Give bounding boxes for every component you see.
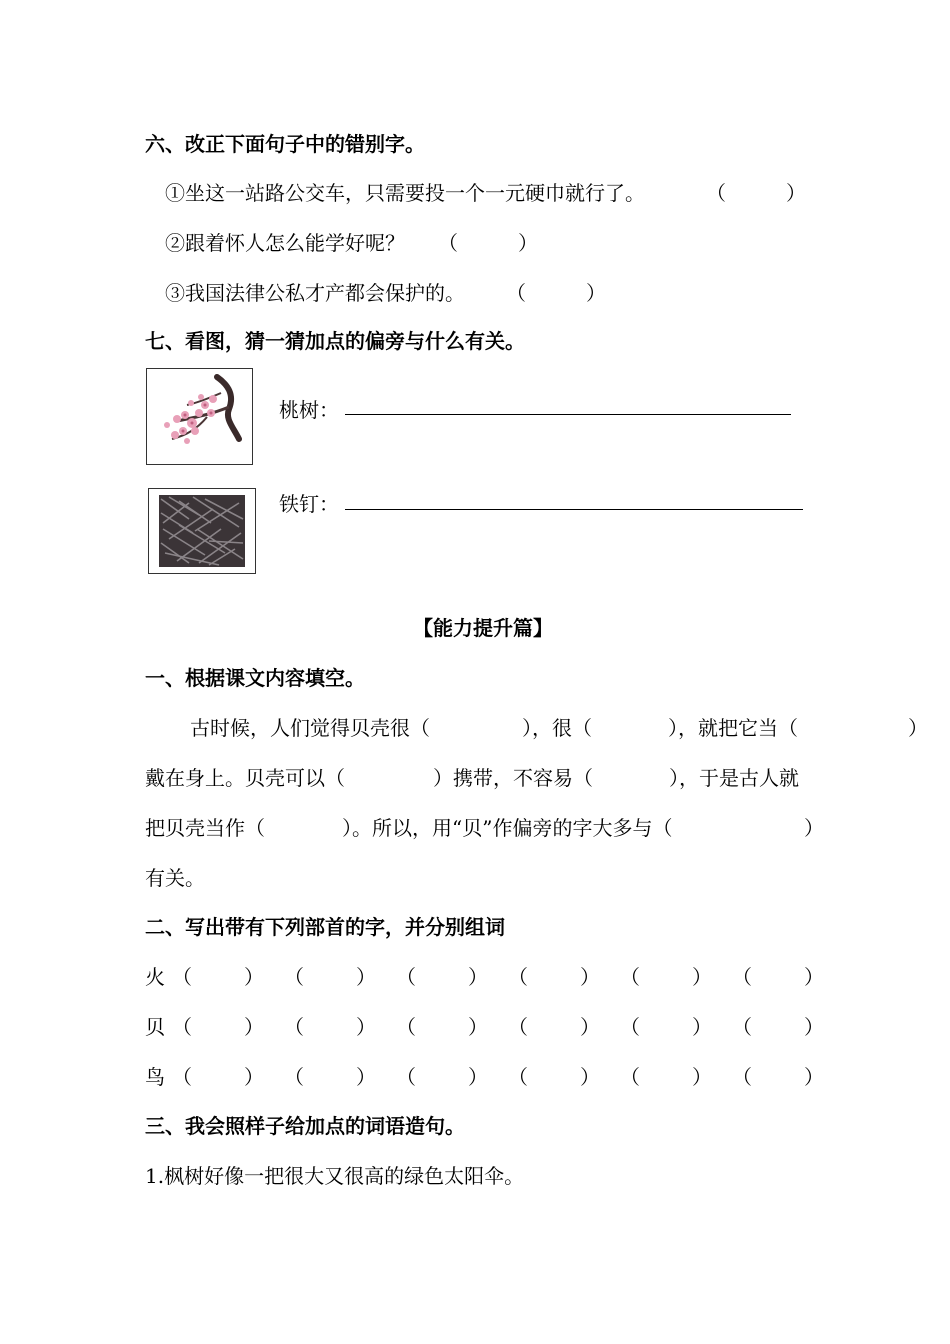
fill-text-segment: 古时候，人们觉得贝壳很（ [190,716,430,740]
answer-close-paren: ） [804,1015,824,1039]
peach-blossom-image [146,368,253,465]
answer-open-paren: （ [732,965,752,989]
iron-nails-icon [149,489,255,573]
answer-line[interactable] [345,414,791,415]
fill-text-segment: ），很（ [522,716,592,740]
radical-label: 鸟 [145,1065,165,1089]
iron-nail-label: 铁钉： [279,492,339,516]
answer-close-paren: ） [244,1065,264,1089]
fill-text-segment: ）携带，不容易（ [433,766,593,790]
question-two-heading: 二、写出带有下列部首的字，并分别组词 [145,915,505,939]
answer-open-paren: （ [284,1065,304,1089]
answer-open-paren: （ [620,1015,640,1039]
correction-item-3: ③我国法律公私才产都会保护的。 [165,281,465,305]
answer-line[interactable] [345,509,803,510]
peach-tree-label: 桃树： [279,398,339,422]
answer-close-paren: ） [244,965,264,989]
question-one-heading: 一、根据课文内容填空。 [145,666,365,690]
answer-open-paren: （ [438,231,458,255]
answer-open-paren: （ [732,1015,752,1039]
answer-open-paren: （ [732,1065,752,1089]
fill-text-segment: 有关。 [145,866,205,890]
radical-label: 贝 [145,1015,165,1039]
ability-section-title: 【能力提升篇】 [413,616,553,640]
answer-open-paren: （ [506,281,526,305]
answer-close-paren: ） [580,1065,600,1089]
fill-text-segment: 把贝壳当作（ [145,816,265,840]
answer-close-paren: ） [356,1015,376,1039]
answer-close-paren: ） [244,1015,264,1039]
answer-open-paren: （ [396,1015,416,1039]
answer-close-paren: ） [356,965,376,989]
iron-nails-image [148,488,256,574]
answer-open-paren: （ [172,965,192,989]
answer-open-paren: （ [284,1015,304,1039]
fill-text-segment: ） [908,716,928,740]
answer-close-paren: ） [804,965,824,989]
answer-open-paren: （ [706,181,726,205]
answer-open-paren: （ [508,1065,528,1089]
fill-text-segment: ） [804,816,824,840]
fill-text-segment: ），于是古人就 [669,766,799,790]
answer-close-paren: ） [468,965,488,989]
answer-open-paren: （ [284,965,304,989]
answer-close-paren: ） [692,1065,712,1089]
radical-label: 火 [145,965,165,989]
answer-open-paren: （ [172,1015,192,1039]
answer-open-paren: （ [396,1065,416,1089]
answer-open-paren: （ [620,1065,640,1089]
answer-close-paren: ） [786,181,806,205]
answer-open-paren: （ [620,965,640,989]
section-six-heading: 六、改正下面句子中的错别字。 [145,132,425,156]
answer-open-paren: （ [508,965,528,989]
answer-close-paren: ） [356,1065,376,1089]
answer-close-paren: ） [468,1065,488,1089]
peach-blossom-icon [147,369,252,464]
answer-open-paren: （ [172,1065,192,1089]
answer-close-paren: ） [692,965,712,989]
answer-open-paren: （ [396,965,416,989]
answer-close-paren: ） [586,281,606,305]
question-three-heading: 三、我会照样子给加点的词语造句。 [145,1114,465,1138]
answer-close-paren: ） [692,1015,712,1039]
answer-open-paren: （ [508,1015,528,1039]
fill-text-segment: 戴在身上。贝壳可以（ [145,766,345,790]
fill-text-segment: ），就把它当（ [668,716,798,740]
answer-close-paren: ） [580,1015,600,1039]
correction-item-1 [165,177,645,206]
answer-close-paren: ） [580,965,600,989]
fill-text-segment: ）。所以，用“贝”作偏旁的字大多与（ [342,816,673,840]
answer-close-paren: ） [804,1065,824,1089]
answer-close-paren: ） [468,1015,488,1039]
example-sentence: 1.枫树好像一把很大又很高的绿色太阳伞。 [145,1164,525,1188]
answer-close-paren: ） [518,231,538,255]
section-seven-heading: 七、看图，猜一猜加点的偏旁与什么有关。 [145,329,525,353]
correction-item-1-text: ①坐这一站路公交车，只需要投一个一元硬巾就行了。 [165,181,645,205]
correction-item-2: ②跟着怀人怎么能学好呢？ [165,231,405,255]
